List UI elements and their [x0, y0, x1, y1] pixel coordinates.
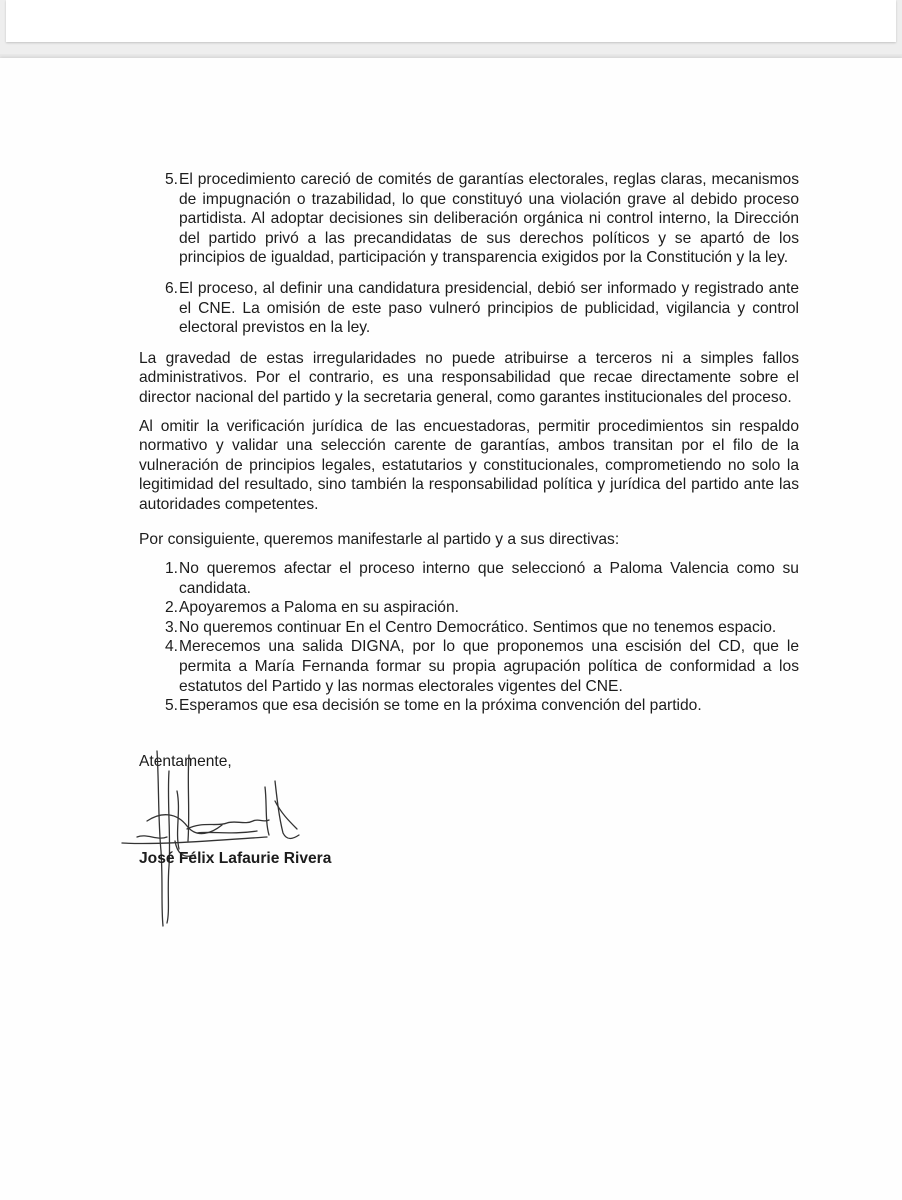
signer-name: José Félix Lafaurie Rivera — [139, 850, 332, 868]
paragraph-consequently: Por consiguiente, queremos manifestarle al partido y a sus directivas: — [139, 530, 620, 548]
list-item-number: 5. — [165, 171, 179, 188]
handwritten-signature — [117, 741, 327, 931]
list-item-text: No queremos continuar En el Centro Democrático. Sentimos que no tenemos espacio. — [179, 618, 777, 636]
list-item — [139, 170, 799, 268]
list-item — [139, 637, 799, 696]
list-item — [139, 559, 799, 598]
paragraph-omission: Al omitir la verificación jurídica de las encuestadoras, permitir procedimientos sin respaldo normativo y validar una selección carente de garantías, ambos transitan por el filo de la vulneración de principios legales, estatutarios y constitucionales, comprometiendo no solo la legitimidad del resultado, sino también la responsabilidad política y jurídica del partido ante las autoridades competentes. — [139, 417, 799, 513]
signature-area — [139, 771, 799, 849]
list-item — [139, 279, 799, 338]
list-item-number: 3. — [165, 618, 179, 636]
top-strip — [0, 0, 902, 54]
list-item-number: 4. — [165, 638, 179, 656]
list-item-text: Esperamos que esa decisión se tome en la próxima convención del partido. — [179, 697, 702, 715]
closing-salutation: Atentamente, — [139, 752, 232, 770]
list-item-number: 5. — [165, 697, 179, 715]
irregularities-list — [139, 170, 799, 338]
list-item — [139, 696, 799, 716]
document-page — [0, 58, 902, 1200]
list-item-text: El procedimiento careció de comités de garantías electorales, reglas claras, mecanismos de impugnación o trazabilidad, lo que constituyó una violación grave al debido proceso partidista. Al adoptar decisiones sin deliberación orgánica ni control interno, la Dirección del partido privó a las precandidatas de sus derechos políticos y se apartó de los principios de igualdad, participación y transparencia exigidos por la Constitución y la ley. — [179, 171, 799, 267]
list-item-number: 2. — [165, 599, 179, 617]
list-item-text: El proceso, al definir una candidatura presidencial, debió ser informado y registrado ante el CNE. La omisión de este paso vulneró principios de publicidad, vigilancia y control electoral previstos en la ley. — [179, 279, 799, 337]
list-item-number: 1. — [165, 560, 179, 578]
list-item — [139, 598, 799, 618]
paragraph-gravity: La gravedad de estas irregularidades no puede atribuirse a terceros ni a simples fallos administrativos. Por el contrario, es una responsabilidad que recae directamente sobre el director nacional del partido y la secretaria general, como garantes institucionales del proceso. — [139, 349, 799, 406]
list-item-text: No queremos afectar el proceso interno que seleccionó a Paloma Valencia como su candidata. — [179, 560, 799, 597]
list-item-number: 6. — [165, 279, 179, 297]
requests-list — [139, 559, 799, 716]
list-item-text: Merecemos una salida DIGNA, por lo que proponemos una escisión del CD, que le permita a María Fernanda formar su propia agrupación política de conformidad a los estatutos del Partido y las normas electorales vigentes del CNE. — [179, 638, 799, 695]
list-item-text: Apoyaremos a Paloma en su aspiración. — [179, 599, 459, 617]
letter-body — [139, 170, 799, 869]
previous-page-edge — [6, 0, 896, 42]
list-item — [139, 618, 799, 638]
